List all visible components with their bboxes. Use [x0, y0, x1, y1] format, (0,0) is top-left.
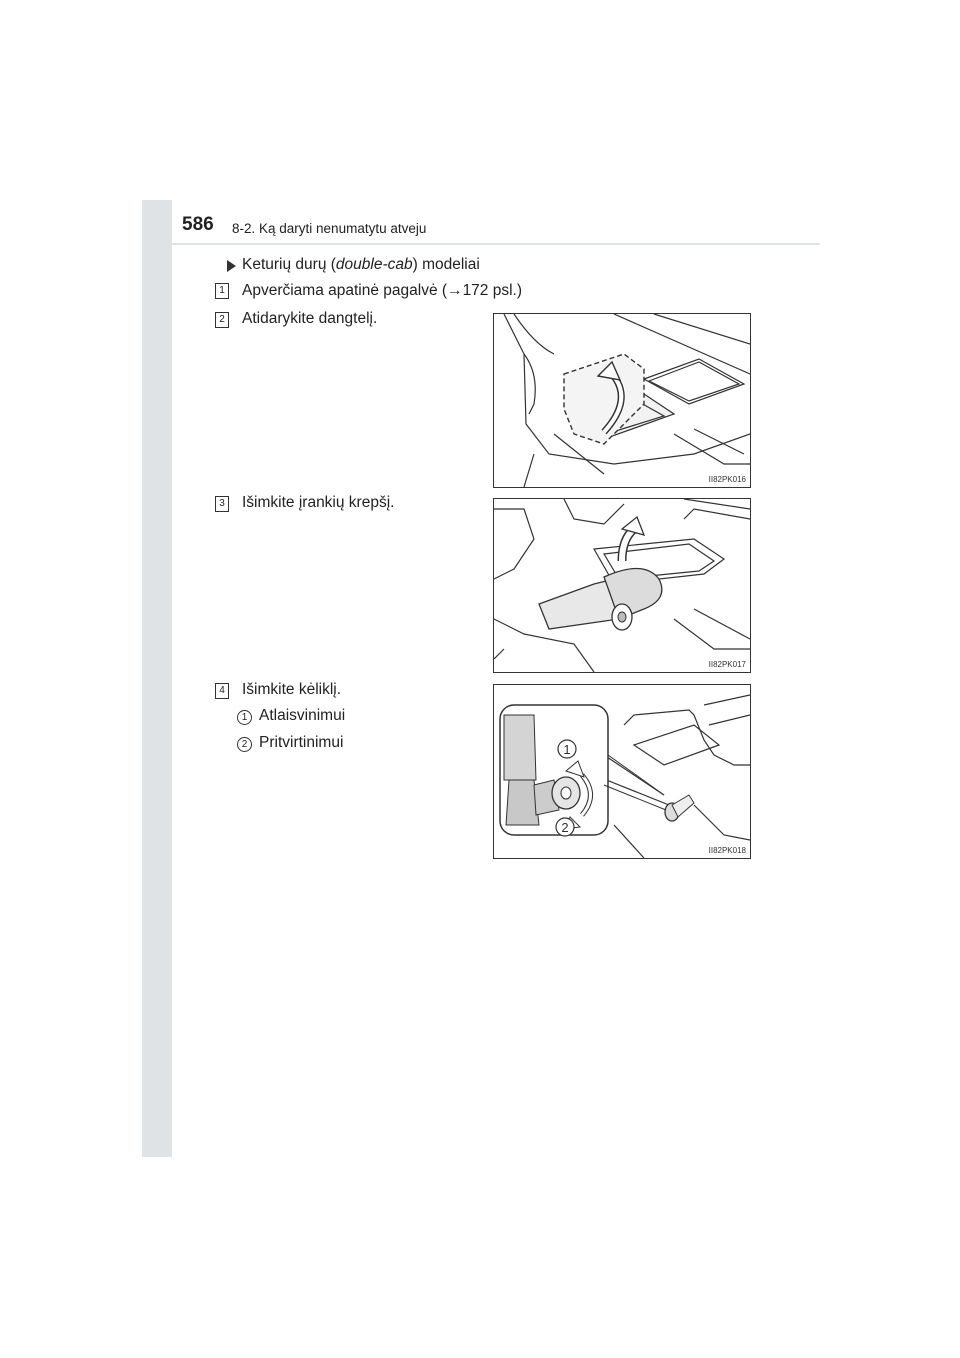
figure-open-cover: [493, 313, 751, 488]
jack-illustration: [494, 685, 750, 858]
step-number-1: 1: [215, 283, 229, 299]
figure-code: II82PK017: [708, 660, 746, 669]
step-text-4: Išimkite kėliklį.: [242, 681, 342, 698]
callout-1: 1: [563, 742, 571, 757]
header-rule: [172, 243, 820, 245]
step-text-2: Atidarykite dangtelį.: [242, 310, 378, 327]
substep-text-2: Pritvirtinimui: [259, 734, 344, 751]
open-cover-illustration: [494, 314, 750, 487]
figure-code: II82PK016: [708, 475, 746, 484]
substep-number-2: 2: [237, 737, 252, 752]
substep-number-1: 1: [237, 710, 252, 725]
side-margin-band: [142, 200, 172, 1157]
step-text-3: Išimkite įrankių krepšį.: [242, 494, 395, 511]
step-number-3: 3: [215, 496, 229, 512]
figure-remove-tool-bag: [493, 498, 751, 673]
substep-text-1: Atlaisvinimui: [259, 707, 346, 724]
step-number-2: 2: [215, 312, 229, 328]
callout-2: 2: [561, 820, 569, 835]
page-number: 586: [182, 214, 214, 235]
section-title: 8-2. Ką daryti nenumatytu atveju: [232, 221, 427, 236]
bullet-triangle-icon: [227, 260, 236, 272]
model-heading: Keturių durų (double-cab) modeliai: [242, 256, 480, 273]
figure-code: II82PK018: [708, 846, 746, 855]
figure-remove-jack: [493, 684, 751, 859]
tool-bag-illustration: [494, 499, 750, 672]
step-text-1: Apverčiama apatinė pagalvė (→172 psl.): [242, 282, 523, 299]
step-number-4: 4: [215, 683, 229, 699]
